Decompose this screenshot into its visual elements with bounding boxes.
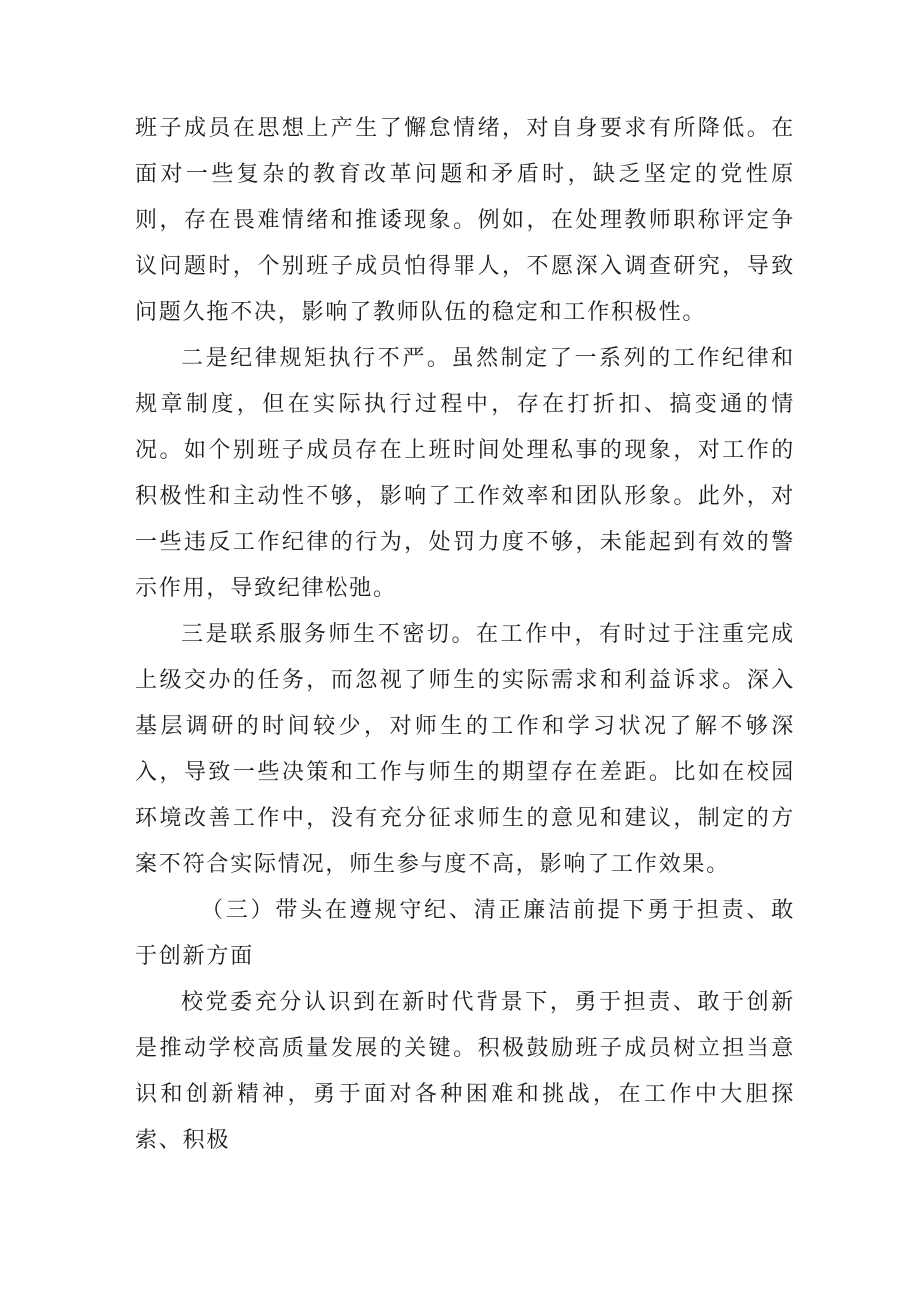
- section-heading-three: （三）带头在遵规守纪、清正廉洁前提下勇于担责、敢于创新方面: [135, 898, 795, 969]
- paragraph-discipline-enforcement: 二是纪律规矩执行不严。虽然制定了一系列的工作纪律和规章制度，但在实际执行过程中，存在打折扣、搞变通的情况。如个别班子成员存在上班时间处理私事的现象，对工作的积极性和主动性不够，影响了工作效率和团队形象。此外，对一些违反工作纪律的行为，处罚力度不够，未能起到有效的警示作用，导致纪律松弛。: [135, 346, 795, 601]
- paragraph-serving-teachers-students: 三是联系服务师生不密切。在工作中，有时过于注重完成上级交办的任务，而忽视了师生的实际需求和利益诉求。深入基层调研的时间较少，对师生的工作和学习状况了解不够深入，导致一些决策和工作与师生的期望存在差距。比如在校园环境改善工作中，没有充分征求师生的意见和建议，制定的方案不符合实际情况，师生参与度不高，影响了工作效果。: [135, 622, 795, 877]
- paragraph-thinking-slackness: 班子成员在思想上产生了懈怠情绪，对自身要求有所降低。在面对一些复杂的教育改革问题和矛盾时，缺乏坚定的党性原则，存在畏难情绪和推诿现象。例如，在处理教师职称评定争议问题时，个别班子成员怕得罪人，不愿深入调查研究，导致问题久拖不决，影响了教师队伍的稳定和工作积极性。: [135, 116, 795, 325]
- document-body: [135, 106, 795, 1164]
- paragraph-responsibility-innovation: 校党委充分认识到在新时代背景下，勇于担责、敢于创新是推动学校高质量发展的关键。积极鼓励班子成员树立担当意识和创新精神，勇于面对各种困难和挑战，在工作中大胆探索、积极: [135, 990, 795, 1153]
